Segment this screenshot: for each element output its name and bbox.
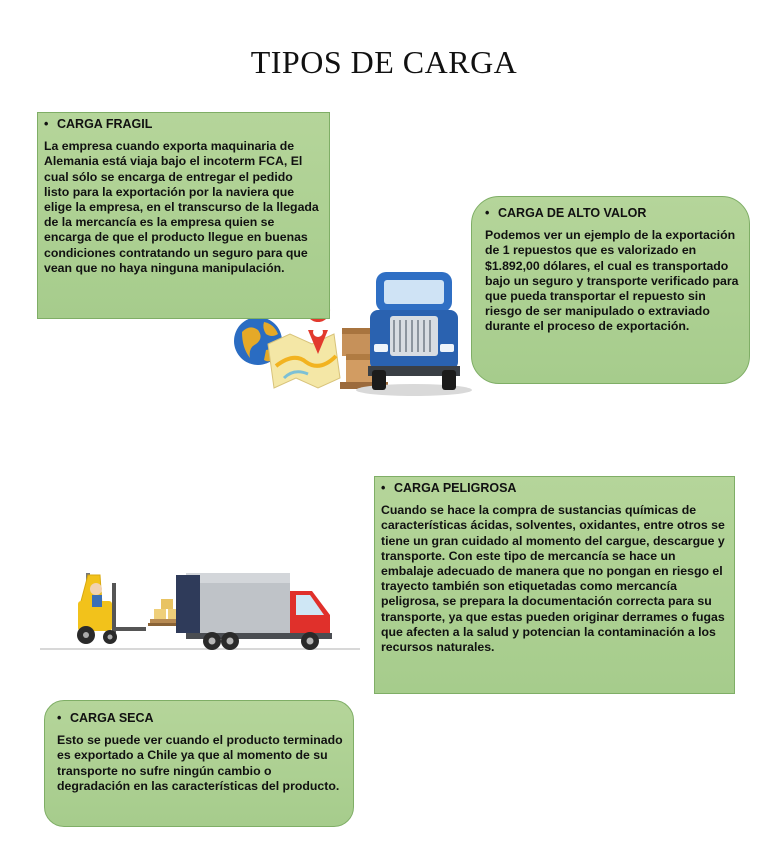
map-icon xyxy=(268,334,340,388)
page-title: TIPOS DE CARGA xyxy=(250,44,518,80)
carga-fragil-title: CARGA FRAGIL xyxy=(57,117,153,131)
forklift-icon xyxy=(77,573,146,644)
carga-alto-valor-heading xyxy=(485,206,739,221)
carga-alto-valor-box xyxy=(471,196,750,384)
carga-peligrosa-heading xyxy=(381,481,726,496)
carga-fragil-heading xyxy=(44,117,321,132)
carga-alto-valor-title: CARGA DE ALTO VALOR xyxy=(498,206,647,220)
bullet-icon: • xyxy=(381,481,386,495)
carga-peligrosa-box xyxy=(374,476,735,694)
bullet-icon: • xyxy=(485,206,490,220)
carga-seca-text: Esto se puede ver cuando el producto terminado es exportado a Chile ya que al momento de su transporte no sufre ningún cambio o degradación en las características del producto. xyxy=(57,733,343,793)
blue-truck-icon xyxy=(356,272,472,396)
delivery-truck-icon xyxy=(176,573,332,650)
carga-seca-heading xyxy=(57,711,343,726)
carga-alto-valor-text: Podemos ver un ejemplo de la exportación de 1 repuestos que es valorizado en $1.892,00 dólares, el cual es transportado bajo un seguro y transporte verificado para que pueda transportar el repuesto sin riesgo de ser manipulado o extraviado durante el proceso de exportación. xyxy=(485,228,739,334)
carga-seca-title: CARGA SECA xyxy=(70,711,154,725)
carga-peligrosa-text: Cuando se hace la compra de sustancias químicas de características ácidas, solventes, oxidantes, entre otros se tiene un gran cuidado al momento del cargue, descargue y transporte. Con este tipo de mercancía se hace un embalaje adecuado de manera que no pongan en riesgo el trayecto también son etiquetadas como mercancía peligrosa, se prepara la documentación correcta para su transporte, ya que estas pueden originar derrames o fugas que afecten a la salud y potencian la contaminación a los recursos naturales. xyxy=(381,503,725,655)
carga-fragil-text: La empresa cuando exporta maquinaria de Alemania está viaja bajo el incoterm FCA, El cual sólo se encarga de entregar el pedido listo para la exportación por la naviera que elige la empresa, en el transcurso de la llegada de la mercancía es la empresa quien se encarga de que el producto llegue en buenas condiciones contratando un seguro para que vean que no haya ninguna manipulación. xyxy=(44,139,319,275)
carga-seca-box xyxy=(44,700,354,827)
warehouse-illustration xyxy=(40,565,362,655)
bullet-icon: • xyxy=(44,117,49,131)
bullet-icon: • xyxy=(57,711,62,725)
carga-peligrosa-title: CARGA PELIGROSA xyxy=(394,481,517,495)
carga-fragil-box xyxy=(37,112,330,319)
